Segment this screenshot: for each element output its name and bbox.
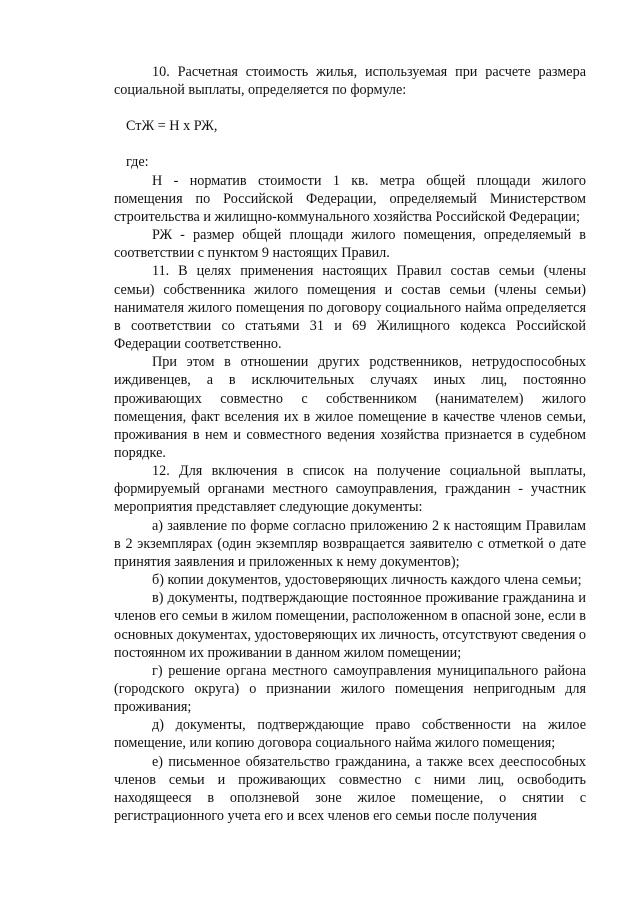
- paragraph-12: 12. Для включения в список на получение социальной выплаты, формируемый органами местного самоуправления, гражданин - участник мероприятия представляет следующие документы:: [114, 463, 586, 516]
- item-g: г) решение органа местного самоуправления муниципального района (городского округа) о признании жилого помещения непригодным для проживания;: [114, 662, 586, 716]
- item-a: а) заявление по форме согласно приложению 2 к настоящим Правилам в 2 экземплярах (один экземпляр возвращается заявителю с отметкой о дате принятия заявления и приложенных к нему документов);: [114, 517, 586, 570]
- paragraph-11: 11. В целях применения настоящих Правил состав семьи (члены семьи) собственника жилого помещения и состав семьи (члены семьи) нанимателя жилого помещения по договору социального найма определяется в соответствии со статьями 31 и 69 Жилищного кодекса Российской Федерации соответственно.: [114, 263, 586, 353]
- item-v: в) документы, подтверждающие постоянное проживание гражданина и членов его семьи в жилом помещении, расположенном в опасной зоне, если в основных документах, удостоверяющих их личность, отсутствуют сведения о постоянном их проживании в данном жилом помещении;: [114, 590, 586, 661]
- item-e: е) письменное обязательство гражданина, а также всех дееспособных членов семьи и проживающих совместно с ними лиц, освободить находящееся в оползневой зоне жилое помещение, о снятии с регистрационного учета его и всех членов его семьи после получения: [114, 753, 586, 825]
- formula: СтЖ = Н х РЖ,: [126, 118, 218, 135]
- formula-where: где:: [126, 154, 149, 171]
- paragraph-11-continued: При этом в отношении других родственников, нетрудоспособных иждивенцев, а в исключительных случаях иных лиц, постоянно проживающих совместно с собственником (нанимателем) жилого помещения, факт вселения их в жилое помещение в качестве членов семьи, проживания в нем и совместного ведения хозяйства признается в судебном порядке.: [114, 354, 586, 461]
- definition-rzh: РЖ - размер общей площади жилого помещения, определяемый в соответствии с пунктом 9 настоящих Правил.: [114, 227, 586, 262]
- definition-n: Н - норматив стоимости 1 кв. метра общей площади жилого помещения по Российской Федерации, определяемый Министерством строительства и жилищно-коммунального хозяйства Российской Федерации;: [114, 172, 586, 225]
- item-b: б) копии документов, удостоверяющих личность каждого члена семьи;: [152, 572, 582, 589]
- paragraph-10: 10. Расчетная стоимость жилья, используемая при расчете размера социальной выплаты, определяется по формуле:: [114, 64, 586, 99]
- document-body: [114, 63, 586, 825]
- item-d: д) документы, подтверждающие право собственности на жилое помещение, или копию договора социального найма жилого помещения;: [114, 717, 586, 752]
